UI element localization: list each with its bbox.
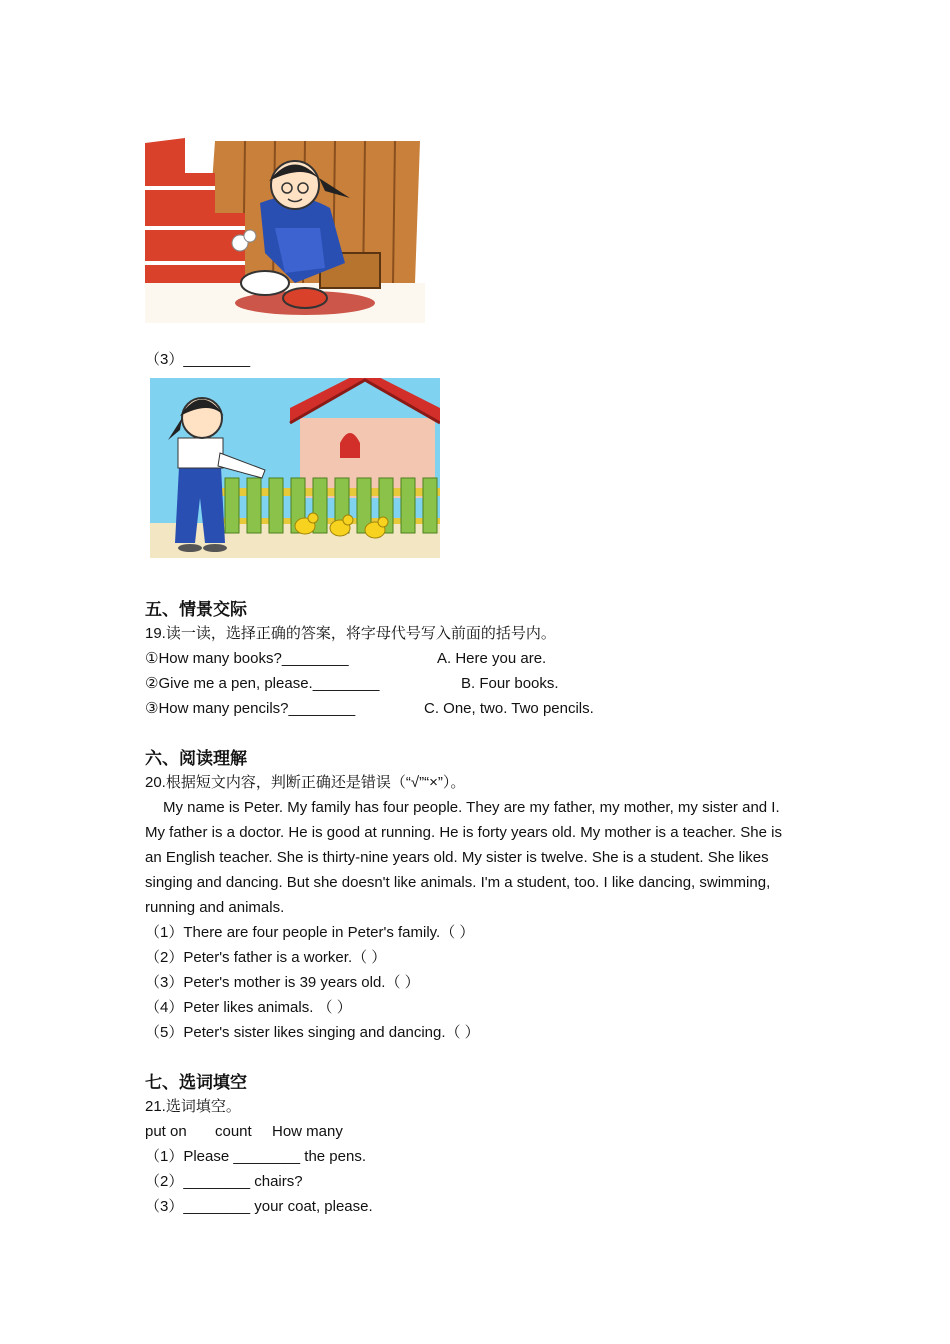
girl-chicks-fence-illustration	[150, 378, 440, 558]
section-5-title: 五、情景交际	[145, 600, 247, 620]
girl-tying-shoe-drawing	[145, 133, 425, 323]
s6-statement-4: （4）Peter likes animals. （ ）	[145, 999, 352, 1016]
s6-statement-2: （2）Peter's father is a worker.（ ）	[145, 949, 387, 966]
section-6-title: 六、阅读理解	[145, 749, 247, 769]
s6-statement-1: （1）There are four people in Peter's family.（ ）	[145, 924, 475, 941]
word-bank-put-on: put on	[145, 1123, 187, 1140]
girl-chicks-fence-drawing	[150, 378, 440, 558]
word-bank-how-many: How many	[272, 1123, 343, 1140]
s7-item-2: （2）________ chairs?	[145, 1173, 303, 1190]
s5-answer-a: A. Here you are.	[437, 650, 547, 667]
question-3-blank-label: （3）________	[145, 351, 251, 368]
reading-passage: My name is Peter. My family has four people. They are my father, my mother, my sister and I. My father is a doctor. He is good at running. He is forty years old. My mother is a teacher. She is an English teacher. She is thirty-nine years old. My sister is twelve. She is a student. She likes singing and dancing. But she doesn't like animals. I'm a student, too. I like dancing, swimming, running and animals.	[145, 799, 782, 916]
word-bank-count: count	[215, 1123, 252, 1140]
s5-question-3: ③How many pencils?________	[145, 700, 356, 717]
s7-item-3: （3）________ your coat, please.	[145, 1198, 373, 1215]
girl-tying-shoe-illustration	[145, 133, 425, 323]
s7-item-1: （1）Please ________ the pens.	[145, 1148, 366, 1165]
section-5-instruction: 19.读一读，选择正确的答案，将字母代号写入前面的括号内。	[145, 625, 556, 642]
s5-answer-c: C. One, two. Two pencils.	[424, 700, 594, 717]
section-6-instruction: 20.根据短文内容，判断正确还是错误（“√”“×”）。	[145, 774, 466, 791]
s6-statement-3: （3）Peter's mother is 39 years old.（ ）	[145, 974, 420, 991]
s6-statement-5: （5）Peter's sister likes singing and dancing.（ ）	[145, 1024, 480, 1041]
s5-answer-b: B. Four books.	[461, 675, 559, 692]
section-7-instruction: 21.选词填空。	[145, 1098, 241, 1115]
s5-question-2: ②Give me a pen, please.________	[145, 675, 380, 692]
s5-question-1: ①How many books?________	[145, 650, 349, 667]
section-7-title: 七、选词填空	[145, 1073, 247, 1093]
